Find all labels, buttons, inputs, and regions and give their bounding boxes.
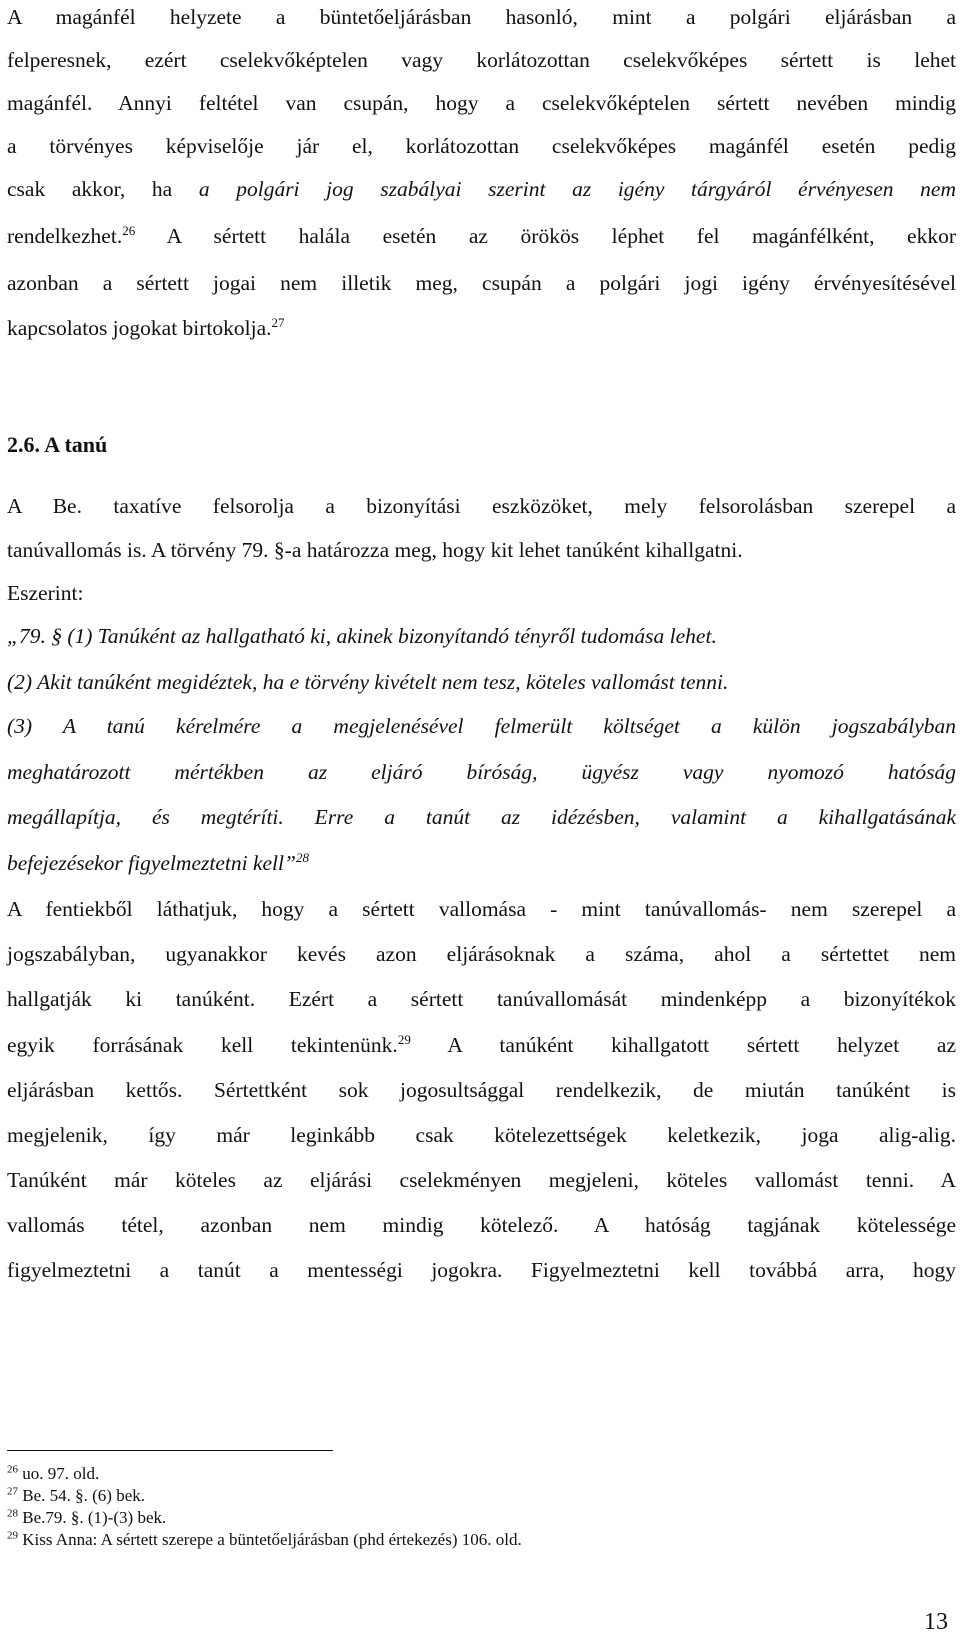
- footnote-ref-27[interactable]: 27: [271, 314, 285, 330]
- footnote-ref-26[interactable]: 26: [122, 222, 136, 238]
- text-run: befejezésekor figyelmeztetni kell”: [7, 851, 296, 875]
- footnote-number: 29: [7, 1529, 18, 1542]
- footnote-text: Be. 54. §. (6) bek.: [18, 1486, 146, 1505]
- text-run: A tanúként kihallgatott sértett helyzet az: [410, 1033, 956, 1057]
- text-line: A Be. taxatíve felsorolja a bizonyítási eszközöket, mely felsorolásban szerepel a: [7, 494, 956, 518]
- text-run: kapcsolatos jogokat birtokolja.: [7, 316, 272, 340]
- text-line: jogszabályban, ugyanakkor kevés azon eljárásoknak a száma, ahol a sértettet nem: [7, 942, 956, 966]
- footnote-separator: [7, 1450, 333, 1451]
- footnote-text: Be.79. §. (1)-(3) bek.: [18, 1508, 167, 1527]
- quote-line: [7, 848, 956, 878]
- text-line: megjelenik, így már leginkább csak kötelezettségek keletkezik, joga alig-alig.: [7, 1123, 956, 1147]
- footnote-27: [7, 1485, 145, 1507]
- text-line: figyelmeztetni a tanút a mentességi jogokra. Figyelmeztetni kell továbbá arra, hogy: [7, 1258, 956, 1282]
- text-line: [7, 174, 956, 204]
- footnote-number: 28: [7, 1507, 18, 1520]
- text-line: tanúvallomás is. A törvény 79. §-a határozza meg, hogy kit lehet tanúként kihallgatni.: [7, 538, 743, 562]
- text-line: eljárásban kettős. Sértettként sok jogosultsággal rendelkezik, de miután tanúként is: [7, 1078, 956, 1102]
- text-line: A magánfél helyzete a büntetőeljárásban hasonló, mint a polgári eljárásban a: [7, 5, 956, 29]
- quote-line: (3) A tanú kérelmére a megjelenésével felmerült költséget a külön jogszabályban: [7, 714, 956, 738]
- footnote-ref-29[interactable]: 29: [397, 1031, 411, 1047]
- footnote-ref-28[interactable]: 28: [295, 849, 309, 865]
- italic-quote-run: a polgári jog szabályai szerint az igény tárgyáról érvényesen nem: [198, 177, 956, 201]
- footnote-text: Kiss Anna: A sértett szerepe a büntetőeljárásban (phd értekezés) 106. old.: [18, 1530, 522, 1549]
- footnote-number: 26: [7, 1463, 18, 1476]
- text-run: csak akkor, ha: [7, 177, 199, 201]
- text-line: [7, 313, 956, 343]
- text-line: a törvényes képviselője jár el, korlátozottan cselekvőképes magánfél esetén pedig: [7, 134, 956, 158]
- section-heading: 2.6. A tanú: [7, 432, 108, 457]
- text-line: [7, 221, 956, 251]
- text-run: A sértett halála esetén az örökös léphet fel magánfélként, ekkor: [135, 224, 956, 248]
- page-number: 13: [924, 1609, 948, 1635]
- footnote-text: uo. 97. old.: [18, 1464, 100, 1483]
- quote-line: (2) Akit tanúként megidéztek, ha e törvény kivételt nem tesz, köteles vallomást tenni.: [7, 670, 729, 694]
- quote-line: megállapítja, és megtéríti. Erre a tanút az idézésben, valamint a kihallgatásának: [7, 805, 956, 829]
- footnote-29: [7, 1529, 522, 1551]
- text-line: azonban a sértett jogai nem illetik meg, csupán a polgári jogi igény érvényesítésével: [7, 271, 956, 295]
- text-line: Tanúként már köteles az eljárási cselekményen megjeleni, köteles vallomást tenni. A: [7, 1168, 956, 1192]
- footnote-number: 27: [7, 1485, 18, 1498]
- text-line: felperesnek, ezért cselekvőképtelen vagy korlátozottan cselekvőképes sértett is lehet: [7, 48, 956, 72]
- text-line: vallomás tétel, azonban nem mindig kötelező. A hatóság tagjának kötelessége: [7, 1213, 956, 1237]
- text-line: [7, 1030, 956, 1060]
- text-line: hallgatják ki tanúként. Ezért a sértett tanúvallomását mindenképp a bizonyítékok: [7, 987, 956, 1011]
- footnote-26: [7, 1463, 99, 1485]
- text-line: magánfél. Annyi feltétel van csupán, hogy a cselekvőképtelen sértett nevében mindig: [7, 91, 956, 115]
- text-line: Eszerint:: [7, 581, 84, 605]
- quote-line: meghatározott mértékben az eljáró bíróság, ügyész vagy nyomozó hatóság: [7, 760, 956, 784]
- text-run: egyik forrásának kell tekintenünk.: [7, 1033, 398, 1057]
- text-run: rendelkezhet.: [7, 224, 123, 248]
- quote-line: „79. § (1) Tanúként az hallgatható ki, akinek bizonyítandó tényről tudomása lehet.: [7, 624, 717, 648]
- footnote-28: [7, 1507, 166, 1529]
- text-line: A fentiekből láthatjuk, hogy a sértett vallomása - mint tanúvallomás- nem szerepel a: [7, 897, 956, 921]
